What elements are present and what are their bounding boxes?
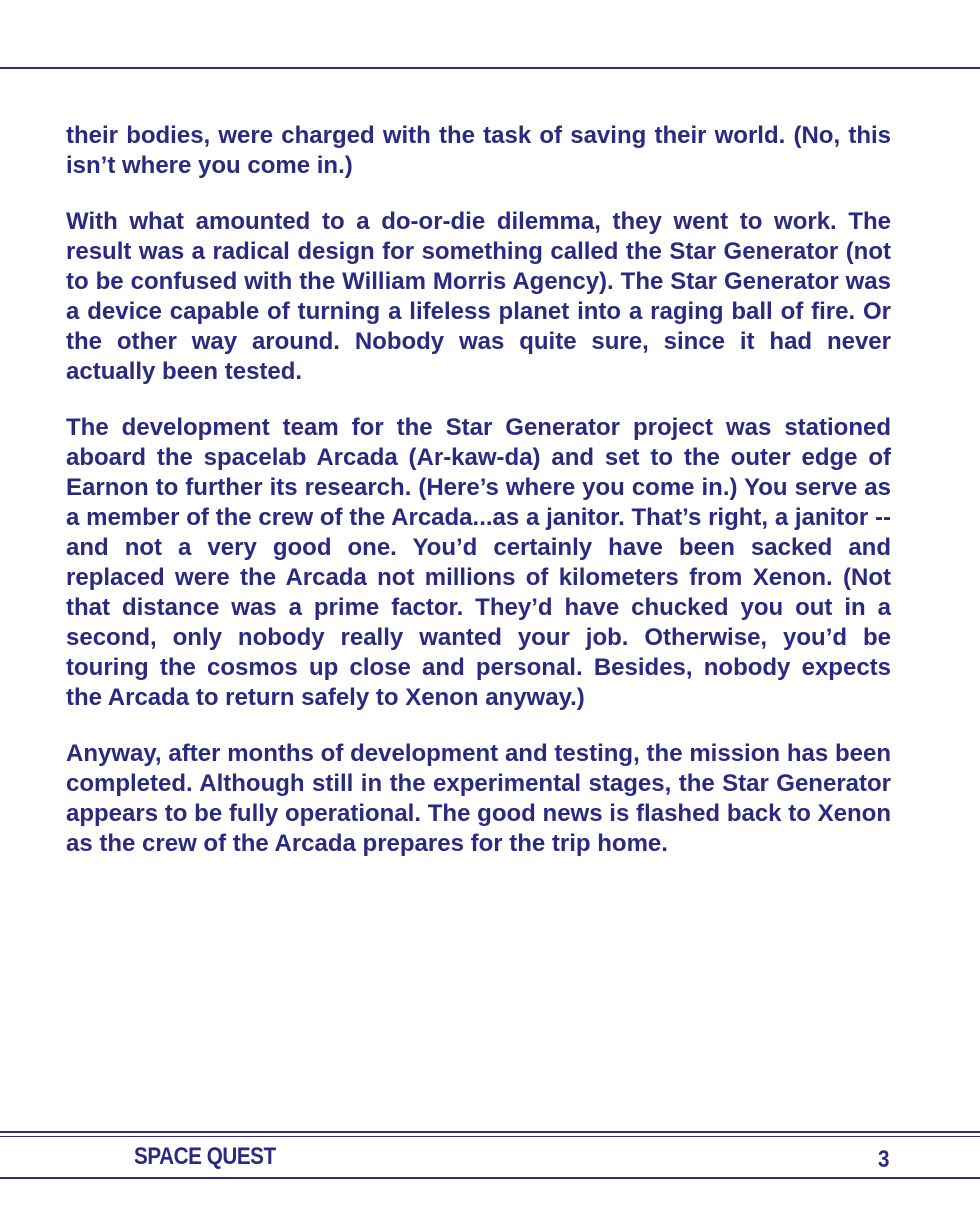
page-body [66, 121, 891, 885]
paragraph-4: Anyway, after months of development and testing, the mission has been completed. Although still in the experimental stages, the Star Generator appears to be fully operational. The good news is flashed back to Xenon as the crew of the Arcada prepares for the trip home. [66, 740, 891, 857]
header-rule [0, 67, 980, 69]
page-number: 3 [878, 1146, 890, 1173]
paragraph-3: The development team for the Star Generator project was stationed aboard the spacelab Arcada (Ar-kaw-da) and set to the outer edge of Earnon to further its research. (Here’s where you come in.) You serve as a member of the crew of the Arcada...as a janitor. That’s right, a janitor -- and not a very good one. You’d certainly have been sacked and replaced were the Arcada not millions of kilometers from Xenon. (Not that distance was a prime factor. They’d have chucked you out in a second, only nobody really wanted your job. Otherwise, you’d be touring the cosmos up close and personal. Besides, nobody expects the Arcada to return safely to Xenon anyway.) [66, 414, 891, 711]
paragraph-2: With what amounted to a do-or-die dilemma, they went to work. The result was a radical design for something called the Star Generator (not to be confused with the William Morris Agency). The Star Generator was a device capable of turning a lifeless planet into a raging ball of fire. Or the other way around. Nobody was quite sure, since it had never actually been tested. [66, 208, 891, 385]
footer-title: SPACE QUEST [134, 1143, 276, 1170]
footer-rule-bottom [0, 1177, 980, 1179]
footer-rule-top-thin [0, 1136, 980, 1137]
paragraph-1: their bodies, were charged with the task of saving their world. (No, this isn’t where you come in.) [66, 122, 891, 179]
footer-rule-top [0, 1131, 980, 1133]
page-footer [0, 1131, 980, 1181]
